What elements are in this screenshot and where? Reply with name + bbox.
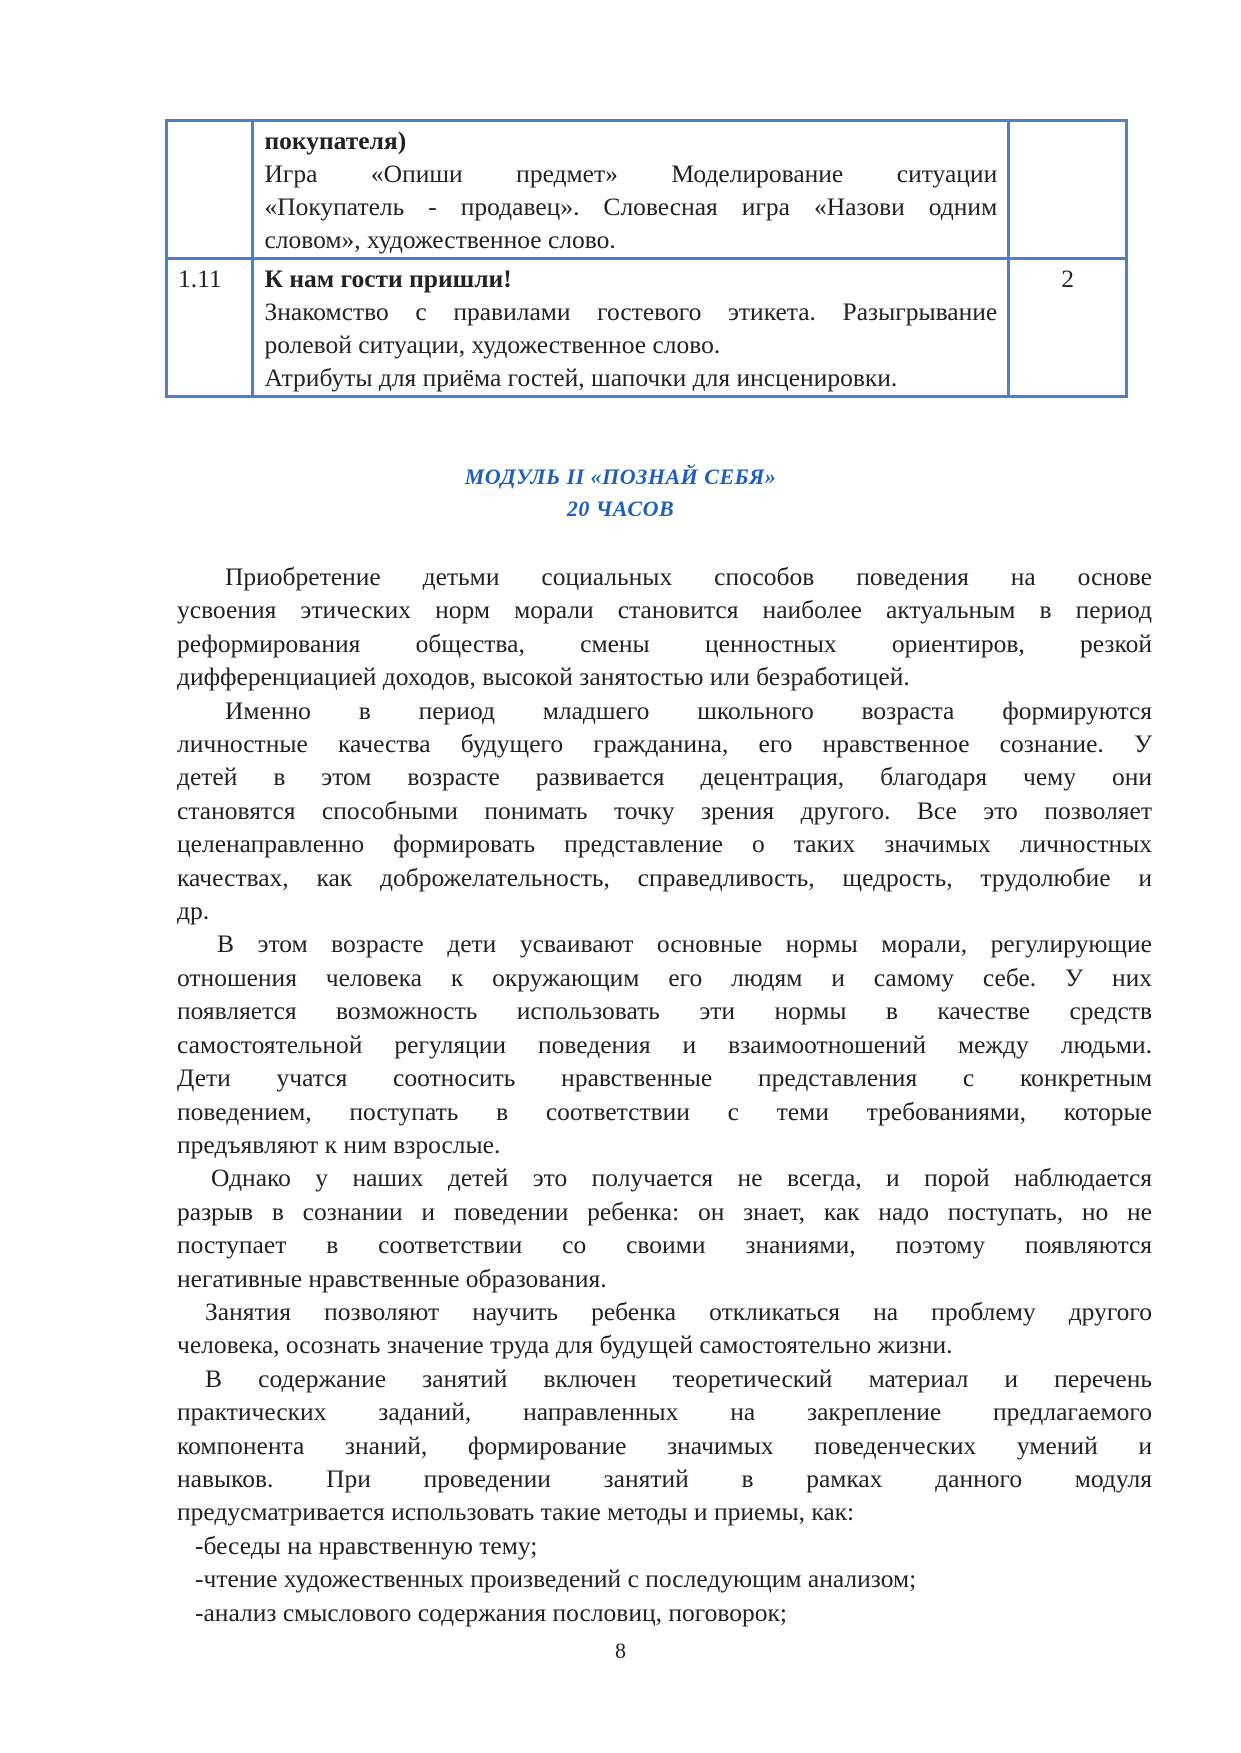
row-line: Знакомство с правилами гостевого этикета. Разыгрывание xyxy=(264,297,998,326)
paragraph-line: поступает в соответствии со своими знаниями, поэтому появляются xyxy=(177,1230,1152,1260)
table-row xyxy=(167,259,1127,397)
module-title: МОДУЛЬ II «ПОЗНАЙ СЕБЯ» xyxy=(464,464,777,489)
row-number-cell: 1.11 xyxy=(167,259,253,397)
paragraph-line: детей в этом возрасте развивается децентрация, благодаря чему они xyxy=(177,762,1152,792)
row-line: Атрибуты для приёма гостей, шапочки для инсценировки. xyxy=(264,363,898,392)
row-line: ролевой ситуации, художественное слово. xyxy=(264,330,721,359)
row-line: Игра «Опиши предмет» Моделирование ситуации xyxy=(264,159,998,188)
paragraph xyxy=(177,1295,1152,1362)
paragraph-line: личностные качества будущего гражданина, его нравственное сознание. У xyxy=(177,729,1152,759)
paragraph-line: Занятия позволяют научить ребенка откликаться на проблему другого xyxy=(205,1296,1152,1326)
list-item: -беседы на нравственную тему; xyxy=(195,1530,538,1560)
paragraph-line: человека, осознать значение труда для будущей самостоятельно жизни. xyxy=(177,1330,953,1360)
paragraph xyxy=(177,927,1152,1161)
paragraph-line: реформирования общества, смены ценностных ориентиров, резкой xyxy=(177,628,1152,658)
row-hours-cell: 2 xyxy=(1009,259,1127,397)
lesson-plan-table xyxy=(165,119,1128,398)
paragraph-line: качествах, как доброжелательность, справедливость, щедрость, трудолюбие и xyxy=(177,862,1152,892)
paragraph xyxy=(177,1161,1152,1295)
row-content-cell xyxy=(253,121,1009,259)
paragraph xyxy=(177,560,1152,694)
paragraph-line: навыков. При проведении занятий в рамках данного модуля xyxy=(177,1463,1152,1493)
paragraph-line: становятся способными понимать точку зрения другого. Все это позволяет xyxy=(177,795,1152,825)
row-line: «Покупатель - продавец». Словесная игра «Назови одним xyxy=(264,192,998,221)
row-hours-cell xyxy=(1009,121,1127,259)
paragraph xyxy=(177,1362,1152,1529)
module-hours: 20 ЧАСОВ xyxy=(566,496,675,521)
paragraph-line: Приобретение детьми социальных способов поведения на основе xyxy=(225,562,1152,591)
paragraph-line: самостоятельной регуляции поведения и взаимоотношений между людьми. xyxy=(177,1029,1152,1059)
row-content-cell xyxy=(253,259,1009,397)
list-item: -анализ смыслового содержания пословиц, поговорок; xyxy=(195,1597,787,1627)
row-title: К нам гости пришли! xyxy=(264,264,512,293)
paragraph-line: негативные нравственные образования. xyxy=(177,1263,607,1293)
row-number-cell xyxy=(167,121,253,259)
row-title: покупателя) xyxy=(264,126,407,155)
paragraph-line: др. xyxy=(177,896,210,926)
paragraph-line: отношения человека к окружающим его людям и самому себе. У них xyxy=(177,962,1152,992)
paragraph-line: поведением, поступать в соответствии с теми требованиями, которые xyxy=(177,1096,1152,1126)
paragraph-line: предъявляют к ним взрослые. xyxy=(177,1129,501,1159)
page-number: 8 xyxy=(615,1638,626,1663)
paragraph-line: Дети учатся соотносить нравственные представления с конкретным xyxy=(177,1063,1152,1093)
paragraph-line: предусматривается использовать такие методы и приемы, как: xyxy=(177,1497,855,1527)
paragraph-line: В содержание занятий включен теоретический материал и перечень xyxy=(205,1363,1152,1393)
table-row xyxy=(167,121,1127,259)
paragraph-line: разрыв в сознании и поведении ребенка: он знает, как надо поступать, но не xyxy=(177,1196,1152,1226)
paragraph-line: компонента знаний, формирование значимых поведенческих умений и xyxy=(177,1430,1152,1460)
paragraph-line: усвоения этических норм морали становится наиболее актуальным в период xyxy=(177,595,1152,625)
paragraph-line: Именно в период младшего школьного возраста формируются xyxy=(225,695,1152,725)
paragraph-line: практических заданий, направленных на закрепление предлагаемого xyxy=(177,1397,1152,1427)
body-text xyxy=(177,560,1152,1629)
list-item: -чтение художественных произведений с последующим анализом; xyxy=(195,1564,917,1594)
paragraph-line: Однако у наших детей это получается не всегда, и порой наблюдается xyxy=(211,1163,1152,1193)
paragraph-line: В этом возрасте дети усваивают основные нормы морали, регулирующие xyxy=(217,929,1152,959)
paragraph-line: дифференциацией доходов, высокой занятостью или безработицей. xyxy=(177,662,910,692)
paragraph-line: появляется возможность использовать эти нормы в качестве средств xyxy=(177,996,1152,1026)
paragraph xyxy=(177,694,1152,928)
paragraph-line: целенаправленно формировать представление о таких значимых личностных xyxy=(177,829,1152,859)
row-line: словом», художественное слово. xyxy=(264,225,616,254)
